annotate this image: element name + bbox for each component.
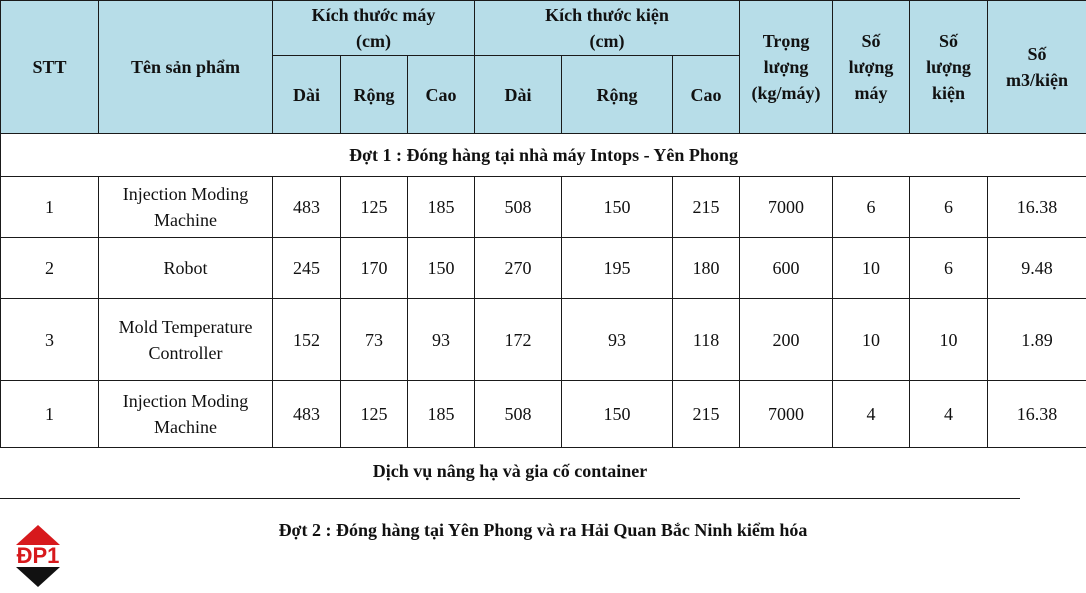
cell-machine-height: 150	[408, 238, 475, 299]
cell-package-qty: 10	[910, 299, 988, 381]
cell-package-height: 215	[673, 381, 740, 448]
cell-m3: 1.89	[988, 299, 1086, 381]
cell-package-length: 508	[475, 177, 562, 238]
cell-package-width: 93	[562, 299, 673, 381]
cell-machine-height: 185	[408, 177, 475, 238]
cell-package-qty: 4	[910, 381, 988, 448]
service-label: Dịch vụ nâng hạ và gia cố container	[372, 461, 648, 481]
cell-package-length: 270	[475, 238, 562, 299]
header-package-length: Dài	[475, 56, 562, 134]
table-row	[1, 299, 1086, 381]
cell-weight: 7000	[740, 177, 833, 238]
cell-machine-qty: 10	[833, 299, 910, 381]
cell-stt: 3	[1, 299, 99, 381]
cell-machine-qty: 10	[833, 238, 910, 299]
cell-m3: 16.38	[988, 177, 1086, 238]
cell-m3: 16.38	[988, 381, 1086, 448]
table-header	[1, 1, 1086, 134]
cell-package-length: 508	[475, 381, 562, 448]
header-product-name: Tên sản phẩm	[99, 1, 273, 134]
cell-machine-height: 185	[408, 381, 475, 448]
cell-m3: 9.48	[988, 238, 1086, 299]
cell-package-height: 180	[673, 238, 740, 299]
logo-text: ĐP1	[16, 543, 60, 568]
cell-machine-width: 125	[341, 177, 408, 238]
header-m3-per-package: Số m3/kiện	[988, 1, 1086, 134]
cell-machine-width: 170	[341, 238, 408, 299]
header-machine-length: Dài	[273, 56, 341, 134]
cell-machine-length: 483	[273, 381, 341, 448]
section-row	[1, 134, 1086, 177]
cell-product-name: Injection Moding Machine	[99, 177, 273, 238]
cell-package-width: 150	[562, 381, 673, 448]
header-package-size: Kích thước kiện (cm)	[475, 1, 740, 56]
cell-package-height: 118	[673, 299, 740, 381]
cell-product-name: Robot	[99, 238, 273, 299]
cell-package-width: 195	[562, 238, 673, 299]
table-row	[1, 381, 1086, 448]
cell-weight: 600	[740, 238, 833, 299]
service-row	[0, 448, 1020, 499]
cell-machine-length: 483	[273, 177, 341, 238]
cell-package-qty: 6	[910, 238, 988, 299]
cell-package-height: 215	[673, 177, 740, 238]
cell-machine-qty: 6	[833, 177, 910, 238]
cell-weight: 200	[740, 299, 833, 381]
header-stt: STT	[1, 1, 99, 134]
cell-stt: 1	[1, 381, 99, 448]
header-machine-width: Rộng	[341, 56, 408, 134]
header-package-width: Rộng	[562, 56, 673, 134]
cell-machine-width: 73	[341, 299, 408, 381]
table-row	[1, 177, 1086, 238]
cell-stt: 2	[1, 238, 99, 299]
cell-product-name: Injection Moding Machine	[99, 381, 273, 448]
section2-title: Đợt 2 : Đóng hàng tại Yên Phong và ra Hải Quan Bắc Ninh kiểm hóa	[278, 520, 808, 540]
section1-title: Đợt 1 : Đóng hàng tại nhà máy Intops - Yên Phong	[1, 134, 1086, 177]
dp1-logo-icon	[2, 523, 74, 589]
cell-weight: 7000	[740, 381, 833, 448]
cell-stt: 1	[1, 177, 99, 238]
header-machine-qty: Số lượng máy	[833, 1, 910, 134]
header-package-qty: Số lượng kiện	[910, 1, 988, 134]
cell-machine-qty: 4	[833, 381, 910, 448]
cell-product-name: Mold Temperature Controller	[99, 299, 273, 381]
cell-package-width: 150	[562, 177, 673, 238]
cell-machine-length: 152	[273, 299, 341, 381]
cell-machine-width: 125	[341, 381, 408, 448]
cell-package-qty: 6	[910, 177, 988, 238]
cell-machine-length: 245	[273, 238, 341, 299]
cell-package-length: 172	[475, 299, 562, 381]
header-weight: Trọng lượng (kg/máy)	[740, 1, 833, 134]
header-machine-height: Cao	[408, 56, 475, 134]
header-package-height: Cao	[673, 56, 740, 134]
header-machine-size: Kích thước máy (cm)	[273, 1, 475, 56]
cell-machine-height: 93	[408, 299, 475, 381]
table-row	[1, 238, 1086, 299]
